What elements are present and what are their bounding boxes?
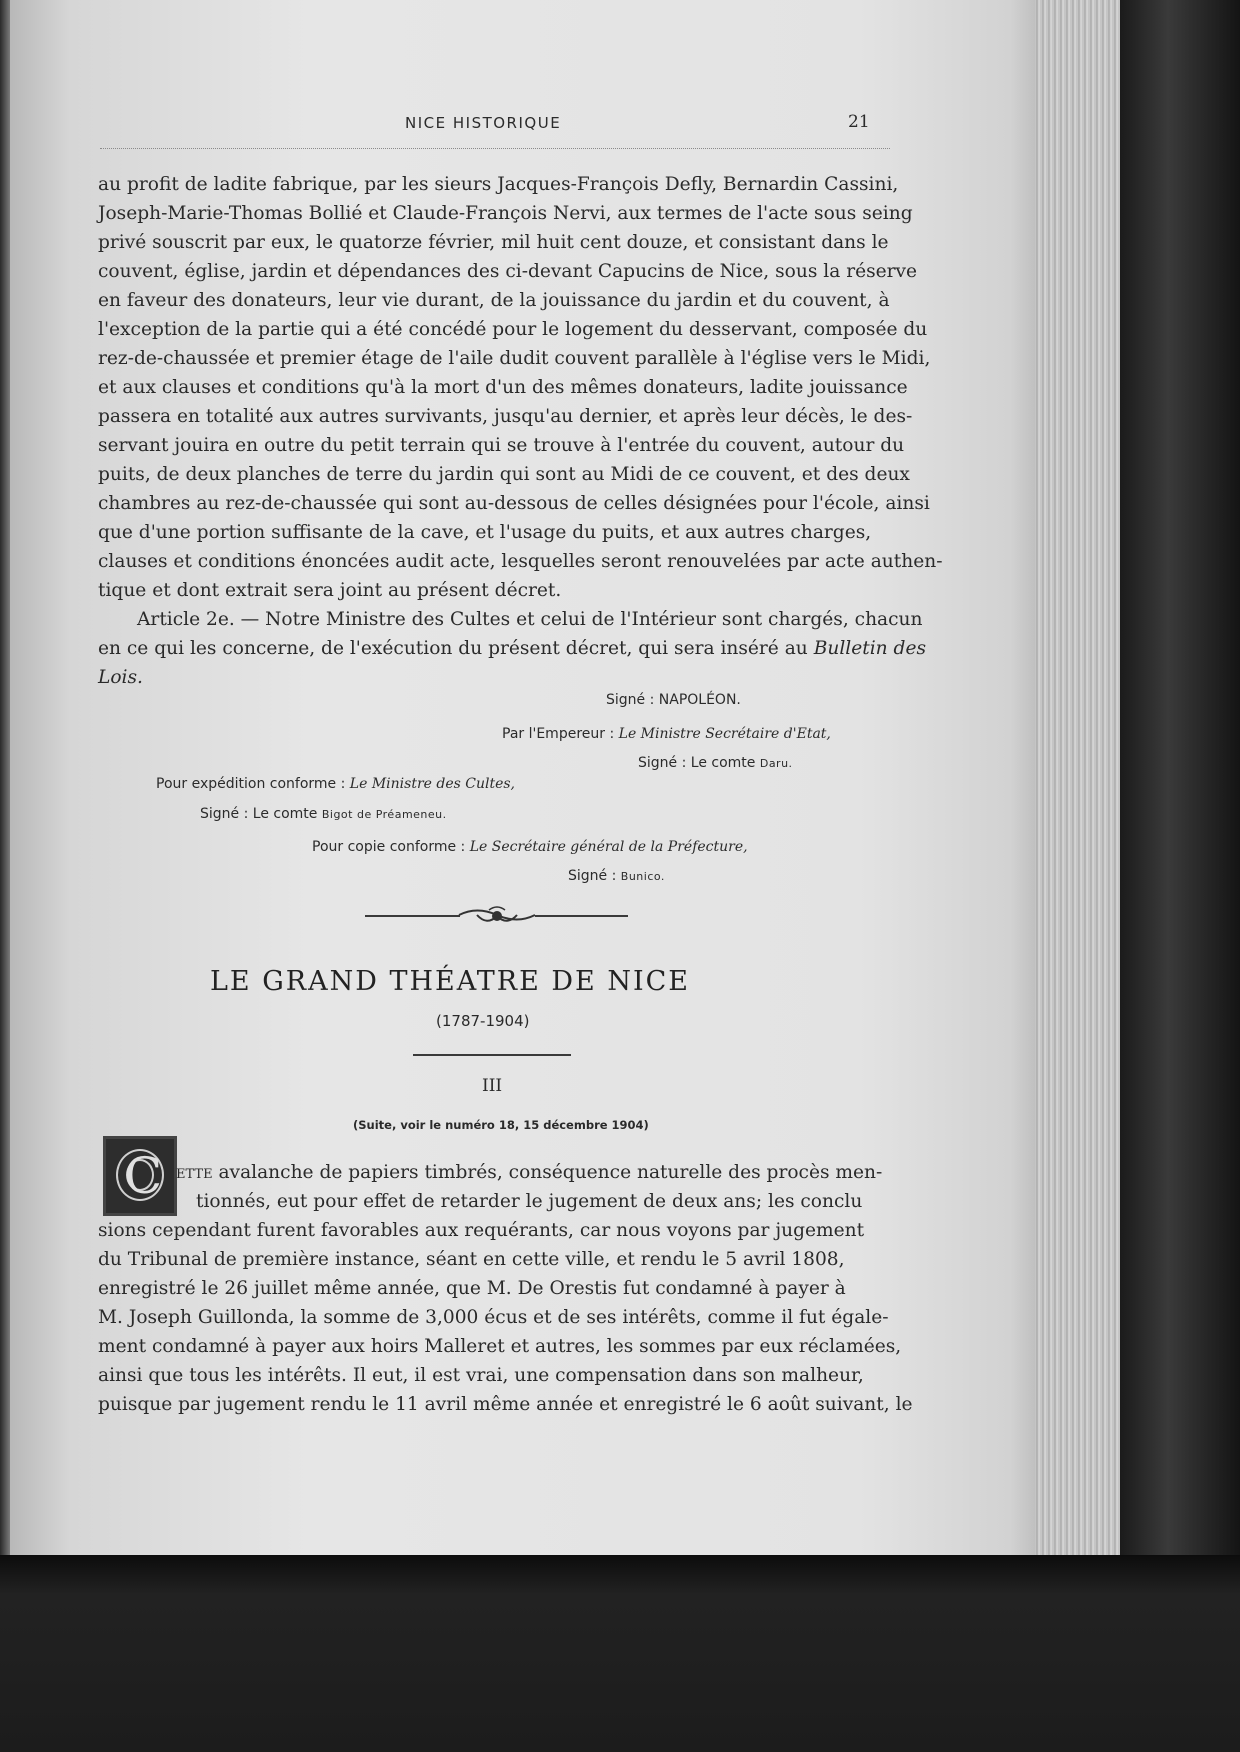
text-line: couvent, église, jardin et dépendances des ci-devant Capucins de Nice, sous la réserve <box>98 261 918 282</box>
text-line: sions cependant furent favorables aux requérants, car nous voyons par jugement <box>98 1220 865 1241</box>
sig-label: Signé : <box>568 868 621 884</box>
running-head <box>100 112 890 149</box>
text-line: en faveur des donateurs, leur vie durant, de la jouissance du jardin et du couvent, à <box>98 290 890 311</box>
ornamental-rule <box>413 1054 571 1056</box>
text-line: passera en totalité aux autres survivants, jusqu'au dernier, et après leur décès, le des- <box>98 406 913 427</box>
article-dates: (1787-1904) <box>436 1012 530 1030</box>
text-line: puits, de deux planches de terre du jardin qui sont au Midi de ce couvent, et des deux <box>98 464 910 485</box>
signature-par-empereur <box>502 726 831 742</box>
signature-napoleon: Signé : NAPOLÉON. <box>606 692 741 708</box>
text-line: enregistré le 26 juillet même année, que M. De Orestis fut condamné à payer à <box>98 1278 846 1299</box>
sig-label: Pour copie conforme : <box>312 839 470 855</box>
text-line: tionnés, eut pour effet de retarder le jugement de deux ans; les conclu <box>196 1191 863 1212</box>
decorated-initial-c-icon: C <box>103 1136 177 1216</box>
text-line: chambres au rez-de-chaussée qui sont au-dessous de celles désignées pour l'école, ainsi <box>98 493 930 514</box>
sig-label: Signé : Le comte <box>200 806 322 822</box>
part-number: III <box>482 1076 503 1096</box>
text-line: privé souscrit par eux, le quatorze février, mil huit cent douze, et consistant dans le <box>98 232 889 253</box>
text-line: tique et dont extrait sera joint au présent décret. <box>98 580 562 601</box>
text-line <box>176 1162 882 1183</box>
text-line: que d'une portion suffisante de la cave, et l'usage du puits, et aux autres charges, <box>98 522 872 543</box>
sig-label: Signé : Le comte <box>638 755 760 771</box>
article-line <box>98 667 143 688</box>
sig-label: Par l'Empereur : <box>502 726 619 742</box>
article-line <box>98 638 926 659</box>
running-head-title: NICE HISTORIQUE <box>405 114 562 132</box>
fleuron-ornament-icon <box>457 904 537 930</box>
sig-name: Bigot de Préameneu. <box>321 808 447 821</box>
signature-bunico <box>568 868 665 884</box>
text-line: puisque par jugement rendu le 11 avril même année et enregistré le 6 août suivant, le <box>98 1394 913 1415</box>
sig-name: Daru. <box>759 757 793 770</box>
sig-title: Le Ministre des Cultes, <box>349 776 516 792</box>
book-page-edges <box>1035 0 1120 1560</box>
article-line-text: en ce qui les concerne, de l'exécution du présent décret, qui sera inséré au <box>98 638 814 659</box>
text-line: M. Joseph Guillonda, la somme de 3,000 écus et de ses intérêts, comme il fut égale- <box>98 1307 889 1328</box>
bulletin-title: Bulletin des <box>813 638 926 659</box>
signature-bigot <box>200 806 447 822</box>
sig-title: Le Secrétaire général de la Préfecture, <box>469 839 748 855</box>
text-line: au profit de ladite fabrique, par les sieurs Jacques-François Defly, Bernardin Cassini, <box>98 174 899 195</box>
bulletin-title-end: Lois. <box>98 667 143 688</box>
page-number: 21 <box>848 112 870 132</box>
divider-rule-left <box>365 915 460 917</box>
smallcaps-word: ette <box>176 1162 213 1183</box>
text-line: l'exception de la partie qui a été concédé pour le logement du desservant, composée du <box>98 319 928 340</box>
book-cover <box>1120 0 1240 1752</box>
sig-label: Pour expédition conforme : <box>156 776 350 792</box>
article-title: LE GRAND THÉATRE DE NICE <box>210 966 690 997</box>
text-line: ment condamné à payer aux hoirs Malleret et autres, les sommes par eux réclamées, <box>98 1336 902 1357</box>
sig-name: Bunico. <box>620 870 665 883</box>
signature-expedition <box>156 776 515 792</box>
text-line: ainsi que tous les intérêts. Il eut, il est vrai, une compensation dans son malheur, <box>98 1365 864 1386</box>
text-line: et aux clauses et conditions qu'à la mort d'un des mêmes donateurs, ladite jouissance <box>98 377 908 398</box>
divider-rule-right <box>535 915 628 917</box>
text-line: clauses et conditions énoncées audit acte, lesquelles seront renouvelées par acte authen- <box>98 551 943 572</box>
article-line: Article 2e. — Notre Ministre des Cultes et celui de l'Intérieur sont chargés, chacun <box>137 609 923 630</box>
text-line: servant jouira en outre du petit terrain qui se trouve à l'entrée du couvent, autour du <box>98 435 905 456</box>
text-line-rest: avalanche de papiers timbrés, conséquence naturelle des procès men- <box>212 1162 883 1183</box>
signature-copie <box>312 839 748 855</box>
text-line: Joseph-Marie-Thomas Bollié et Claude-François Nervi, aux termes de l'acte sous seing <box>98 203 913 224</box>
sig-title: Le Ministre Secrétaire d'Etat, <box>618 726 831 742</box>
text-line: rez-de-chaussée et premier étage de l'aile dudit couvent parallèle à l'église vers le Midi, <box>98 348 931 369</box>
text-line: du Tribunal de première instance, séant en cette ville, et rendu le 5 avril 1808, <box>98 1249 845 1270</box>
signature-daru <box>638 755 793 771</box>
continuation-note: (Suite, voir le numéro 18, 15 décembre 1904) <box>353 1118 649 1132</box>
scan-background <box>0 1555 1240 1752</box>
